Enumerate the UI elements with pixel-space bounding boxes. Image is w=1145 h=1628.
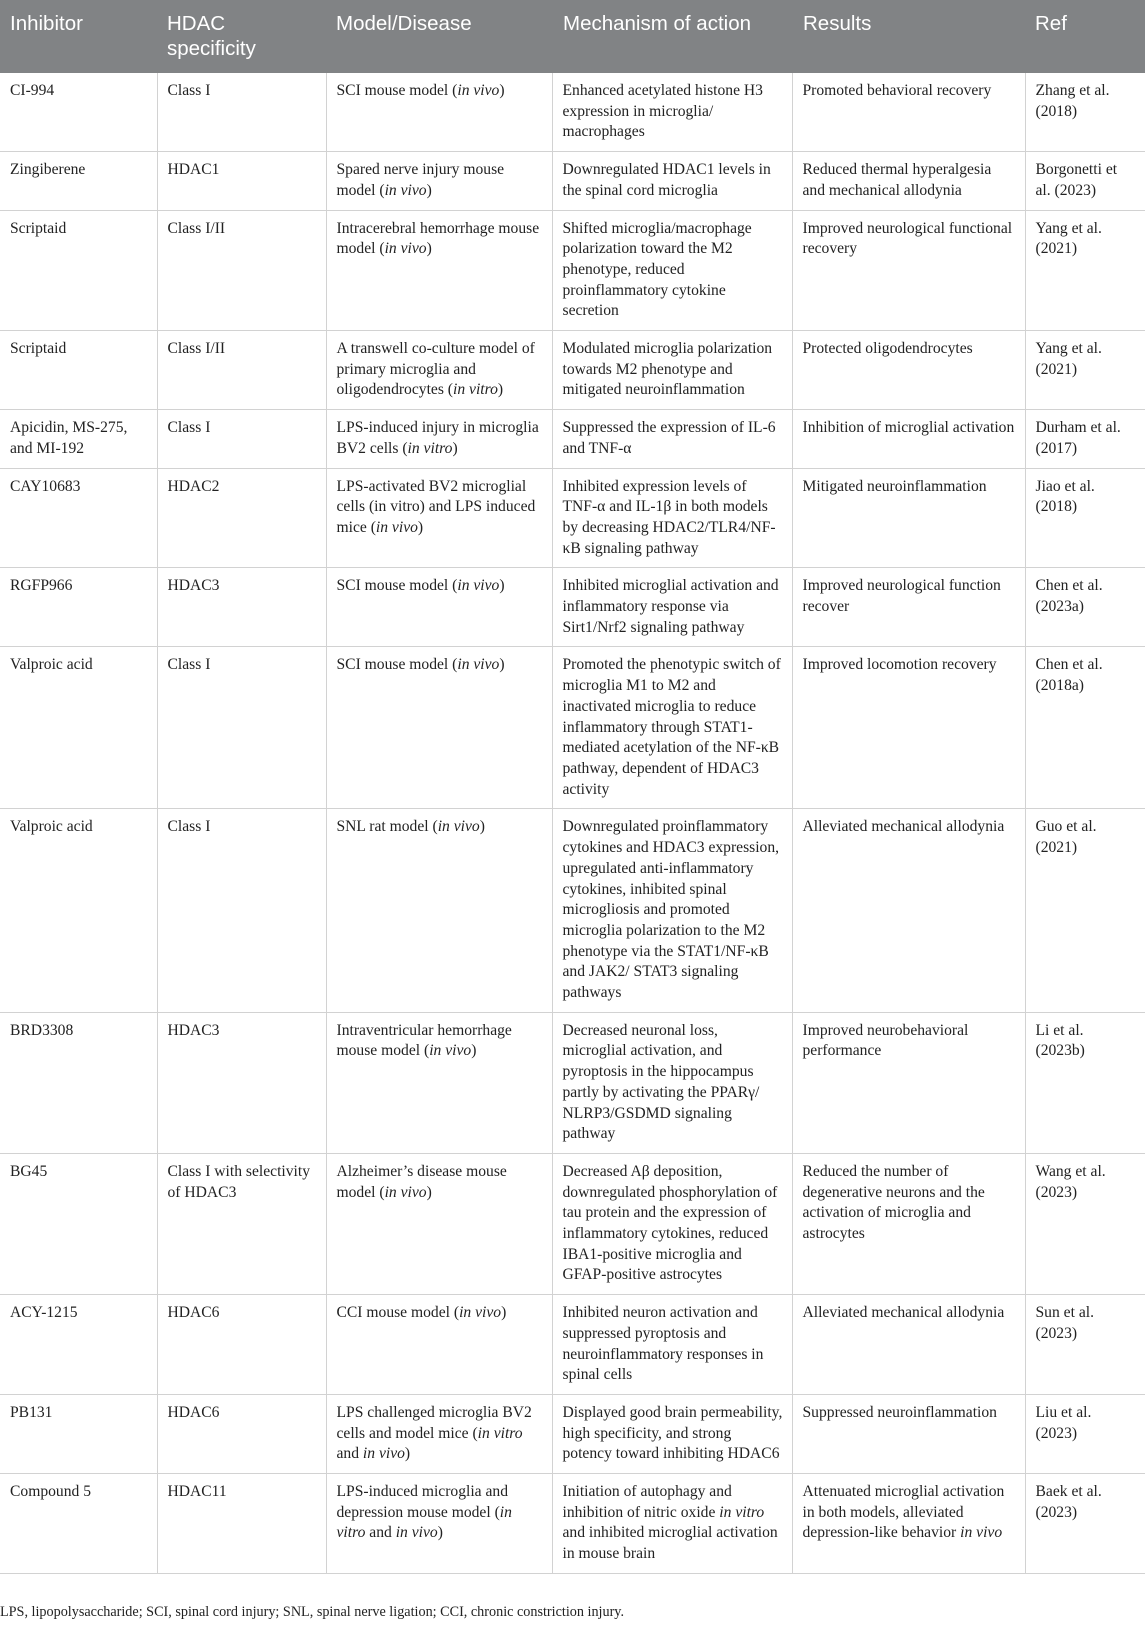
cell-ref: Yang et al. (2021) [1025, 210, 1145, 331]
cell-inhibitor: BRD3308 [0, 1012, 157, 1153]
text-run: ) [499, 577, 505, 595]
text-run: ) [426, 240, 432, 258]
text-run: ) [499, 656, 505, 674]
text-run: and [365, 1524, 396, 1542]
cell-ref: Liu et al. (2023) [1025, 1394, 1145, 1473]
text-run: Inhibition of microglial activation [802, 419, 1015, 437]
italic-text: in vivo [384, 240, 427, 258]
cell-inhibitor: Apicidin, MS-275, and MI-192 [0, 410, 157, 468]
text-run: Alleviated mechanical allodynia [802, 818, 1005, 836]
italic-text: in vivo [457, 656, 500, 674]
cell-ref: Chen et al. (2023a) [1025, 568, 1145, 647]
table-row [0, 210, 1145, 331]
text-run: ) [501, 1304, 507, 1322]
italic-text: in vivo [429, 1042, 472, 1060]
cell-hdac-specificity: Class I [157, 410, 326, 468]
italic-text: in vivo [960, 1524, 1003, 1542]
table-row [0, 73, 1145, 152]
cell-hdac-specificity: Class I [157, 73, 326, 152]
cell-hdac-specificity: HDAC3 [157, 568, 326, 647]
cell-inhibitor: Zingiberene [0, 152, 157, 210]
cell-results [792, 410, 1025, 468]
cell-inhibitor: Scriptaid [0, 331, 157, 410]
cell-mechanism-of-action [552, 647, 792, 809]
table-row [0, 410, 1145, 468]
text-run: Modulated microglia polarization towards M2 phenotype and mitigated neuroinflammation [562, 340, 773, 399]
cell-mechanism-of-action [552, 331, 792, 410]
text-run: ) [471, 1042, 477, 1060]
cell-results [792, 468, 1025, 568]
text-run: Intraventricular hemorrhage mouse model ( [336, 1021, 512, 1060]
text-run: SNL rat model ( [336, 818, 438, 836]
cell-model-disease [326, 647, 552, 809]
text-run: ) [426, 1183, 432, 1201]
text-run: Inhibited neuron activation and suppressed pyroptosis and neuroinflammatory responses in spinal cells [562, 1304, 764, 1384]
italic-text: in vivo [457, 82, 500, 99]
cell-results [792, 1295, 1025, 1395]
text-run: Enhanced acetylated histone H3 expression in microglia/ macrophages [562, 82, 763, 141]
cell-hdac-specificity: HDAC2 [157, 468, 326, 568]
cell-inhibitor: Valproic acid [0, 809, 157, 1012]
cell-mechanism-of-action [552, 210, 792, 331]
cell-results [792, 647, 1025, 809]
text-run: Spared nerve injury mouse model ( [336, 161, 505, 199]
text-run: ) [499, 82, 505, 99]
italic-text: in vivo [457, 577, 500, 595]
text-run: SCI mouse model ( [336, 656, 458, 674]
text-run: Improved locomotion recovery [802, 656, 997, 674]
text-run: ) [437, 1524, 443, 1542]
table-row [0, 1394, 1145, 1473]
text-run: Suppressed neuroinflammation [802, 1403, 997, 1421]
italic-text: in vivo [375, 518, 418, 536]
text-run: ) [426, 181, 432, 199]
cell-hdac-specificity: Class I with selectivity of HDAC3 [157, 1153, 326, 1294]
cell-mechanism-of-action [552, 73, 792, 152]
cell-inhibitor: CAY10683 [0, 468, 157, 568]
cell-results [792, 809, 1025, 1012]
cell-hdac-specificity: Class I [157, 647, 326, 809]
cell-model-disease [326, 331, 552, 410]
cell-mechanism-of-action [552, 468, 792, 568]
cell-results [792, 331, 1025, 410]
header-mechanism-of-action: Mechanism of action [563, 12, 752, 35]
text-run: Downregulated HDAC1 levels in the spinal cord microglia [562, 161, 771, 199]
text-run: Decreased Aβ deposition, downregulated phosphorylation of tau protein and the expression of inflammatory cytokines, reduced IBA1-positive microglia and GFAP-positive astrocytes [562, 1162, 778, 1284]
cell-ref: Guo et al. (2021) [1025, 809, 1145, 1012]
text-run: Promoted behavioral recovery [802, 82, 992, 99]
italic-text: in vitro [719, 1503, 765, 1521]
cell-model-disease [326, 1295, 552, 1395]
text-run: Improved neurological functional recovery [802, 219, 1013, 258]
table-row [0, 331, 1145, 410]
text-run: Inhibited expression levels of TNF-α and IL-1β in both models by decreasing HDAC2/TLR4/NF-κB signaling pathway [562, 477, 776, 557]
italic-text: in vivo [384, 1183, 427, 1201]
cell-inhibitor: ACY-1215 [0, 1295, 157, 1395]
text-run: Downregulated proinflammatory cytokines and HDAC3 expression, upregulated anti-inflammatory cytokines, inhibited spinal microgliosis and promoted microglia polarization to the M2 phenotype via the STAT1/NF-κB and JAK2/ STAT3 signaling pathways [562, 818, 780, 1002]
cell-mechanism-of-action [552, 1474, 792, 1574]
text-run: and [336, 1445, 363, 1463]
cell-model-disease [326, 73, 552, 152]
italic-text: in vitro [453, 381, 498, 399]
cell-mechanism-of-action [552, 1012, 792, 1153]
cell-results [792, 1153, 1025, 1294]
cell-hdac-specificity: HDAC3 [157, 1012, 326, 1153]
text-run: LPS-induced microglia and depression mouse model ( [336, 1483, 508, 1521]
table-row [0, 152, 1145, 210]
header-results: Results [803, 12, 872, 35]
header-model-disease: Model/Disease [336, 12, 472, 35]
table-row [0, 1153, 1145, 1294]
text-run: Shifted microglia/macrophage polarization toward the M2 phenotype, reduced proinflammatory cytokine secretion [562, 219, 752, 320]
cell-model-disease [326, 1474, 552, 1574]
text-run: A transwell co-culture model of primary microglia and oligodendrocytes ( [336, 340, 535, 399]
cell-model-disease [326, 152, 552, 210]
text-run: Reduced the number of degenerative neurons and the activation of microglia and astrocytes [802, 1162, 985, 1243]
cell-inhibitor: Scriptaid [0, 210, 157, 331]
text-run: Intracerebral hemorrhage mouse model ( [336, 219, 540, 258]
header-hdac-specificity: HDAC specificity [167, 12, 256, 60]
cell-model-disease [326, 809, 552, 1012]
text-run: Alleviated mechanical allodynia [802, 1304, 1005, 1322]
text-run: LPS-induced injury in microglia BV2 cells ( [336, 419, 539, 457]
cell-hdac-specificity: Class I/II [157, 210, 326, 331]
cell-results [792, 1474, 1025, 1574]
cell-model-disease [326, 1012, 552, 1153]
text-run: Attenuated microglial activation in both models, alleviated depression-like behavior [802, 1483, 1005, 1542]
italic-text: in vivo [362, 1445, 405, 1463]
italic-text: in vivo [384, 181, 427, 199]
text-run: ) [497, 381, 504, 399]
italic-text: in vivo [395, 1524, 438, 1542]
cell-ref: Yang et al. (2021) [1025, 331, 1145, 410]
cell-results [792, 210, 1025, 331]
text-run: ) [452, 439, 458, 457]
cell-results [792, 568, 1025, 647]
cell-mechanism-of-action [552, 809, 792, 1012]
text-run: Alzheimer’s disease mouse model ( [336, 1162, 507, 1201]
table-row [0, 1295, 1145, 1395]
cell-ref: Wang et al. (2023) [1025, 1153, 1145, 1294]
cell-results [792, 152, 1025, 210]
cell-inhibitor: PB131 [0, 1394, 157, 1473]
header-inhibitor: Inhibitor [10, 12, 83, 35]
cell-results [792, 1012, 1025, 1153]
table-row [0, 1474, 1145, 1574]
cell-mechanism-of-action [552, 1153, 792, 1294]
cell-results [792, 1394, 1025, 1473]
cell-ref: Sun et al. (2023) [1025, 1295, 1145, 1395]
text-run: SCI mouse model ( [336, 82, 458, 99]
cell-ref: Chen et al. (2018a) [1025, 647, 1145, 809]
cell-inhibitor: Valproic acid [0, 647, 157, 809]
cell-inhibitor: RGFP966 [0, 568, 157, 647]
cell-inhibitor: BG45 [0, 1153, 157, 1294]
cell-ref: Durham et al. (2017) [1025, 410, 1145, 468]
text-run: Improved neurological function recover [802, 577, 1001, 616]
cell-inhibitor: Compound 5 [0, 1474, 157, 1574]
cell-ref: Zhang et al. (2018) [1025, 73, 1145, 152]
italic-text: in vitro [477, 1424, 523, 1442]
cell-results [792, 73, 1025, 152]
table-footnote: LPS, lipopolysaccharide; SCI, spinal cord injury; SNL, spinal nerve ligation; CCI, chronic constriction injury. [0, 1604, 625, 1620]
cell-model-disease [326, 1394, 552, 1473]
cell-ref: Baek et al. (2023) [1025, 1474, 1145, 1574]
text-run: and inhibited microglial activation in mouse brain [562, 1524, 778, 1563]
cell-inhibitor: CI-994 [0, 73, 157, 152]
text-run: LPS-activated BV2 microglial cells (in vitro) and LPS induced mice ( [336, 477, 536, 536]
cell-ref: Borgonetti et al. (2023) [1025, 152, 1145, 210]
cell-mechanism-of-action [552, 152, 792, 210]
text-run: Initiation of autophagy and inhibition of nitric oxide [562, 1483, 732, 1521]
text-run: Protected oligodendrocytes [802, 340, 973, 358]
text-run: ) [404, 1445, 411, 1463]
cell-model-disease [326, 410, 552, 468]
text-run: Improved neurobehavioral performance [802, 1021, 969, 1060]
text-run: CCI mouse model ( [336, 1304, 460, 1322]
cell-hdac-specificity: Class I [157, 809, 326, 1012]
text-run: Mitigated neuroinflammation [802, 477, 987, 495]
table-row [0, 647, 1145, 809]
table-header [0, 0, 1145, 73]
text-run: Inhibited microglial activation and inflammatory response via Sirt1/Nrf2 signaling pathway [562, 577, 779, 636]
cell-hdac-specificity: HDAC6 [157, 1295, 326, 1395]
cell-hdac-specificity: HDAC6 [157, 1394, 326, 1473]
cell-model-disease [326, 568, 552, 647]
text-run: Decreased neuronal loss, microglial activation, and pyroptosis in the hippocampus partly by activating the PPARγ/ NLRP3/GSDMD signaling pathway [562, 1021, 760, 1143]
text-run: SCI mouse model ( [336, 577, 458, 595]
cell-mechanism-of-action [552, 410, 792, 468]
cell-mechanism-of-action [552, 1394, 792, 1473]
italic-text: in vitro [336, 1503, 512, 1542]
cell-hdac-specificity: Class I/II [157, 331, 326, 410]
text-run: ) [479, 818, 485, 836]
text-run: Suppressed the expression of IL-6 and TNF-α [562, 419, 776, 457]
text-run: Displayed good brain permeability, high specificity, and strong potency toward inhibiting HDAC6 [562, 1403, 783, 1463]
table-row [0, 1012, 1145, 1153]
text-run: Promoted the phenotypic switch of microglia M1 to M2 and inactivated microglia to reduce inflammatory through STAT1-mediated acetylation of the NF-κB pathway, dependent of HDAC3 activity [562, 656, 781, 798]
cell-hdac-specificity: HDAC1 [157, 152, 326, 210]
cell-ref: Li et al. (2023b) [1025, 1012, 1145, 1153]
cell-mechanism-of-action [552, 1295, 792, 1395]
cell-ref: Jiao et al. (2018) [1025, 468, 1145, 568]
cell-model-disease [326, 1153, 552, 1294]
table-row [0, 468, 1145, 568]
cell-model-disease [326, 210, 552, 331]
cell-model-disease [326, 468, 552, 568]
cell-mechanism-of-action [552, 568, 792, 647]
italic-text: in vivo [459, 1304, 502, 1322]
table-body [0, 73, 1145, 1573]
text-run: ) [417, 518, 424, 536]
italic-text: in vitro [407, 439, 453, 457]
text-run: Reduced thermal hyperalgesia and mechanical allodynia [802, 161, 992, 199]
cell-hdac-specificity: HDAC11 [157, 1474, 326, 1574]
header-row [0, 0, 1145, 73]
text-run: LPS challenged microglia BV2 cells and model mice ( [336, 1403, 532, 1442]
table-row [0, 809, 1145, 1012]
header-ref: Ref [1035, 12, 1067, 35]
table-row [0, 568, 1145, 647]
italic-text: in vivo [437, 818, 480, 836]
